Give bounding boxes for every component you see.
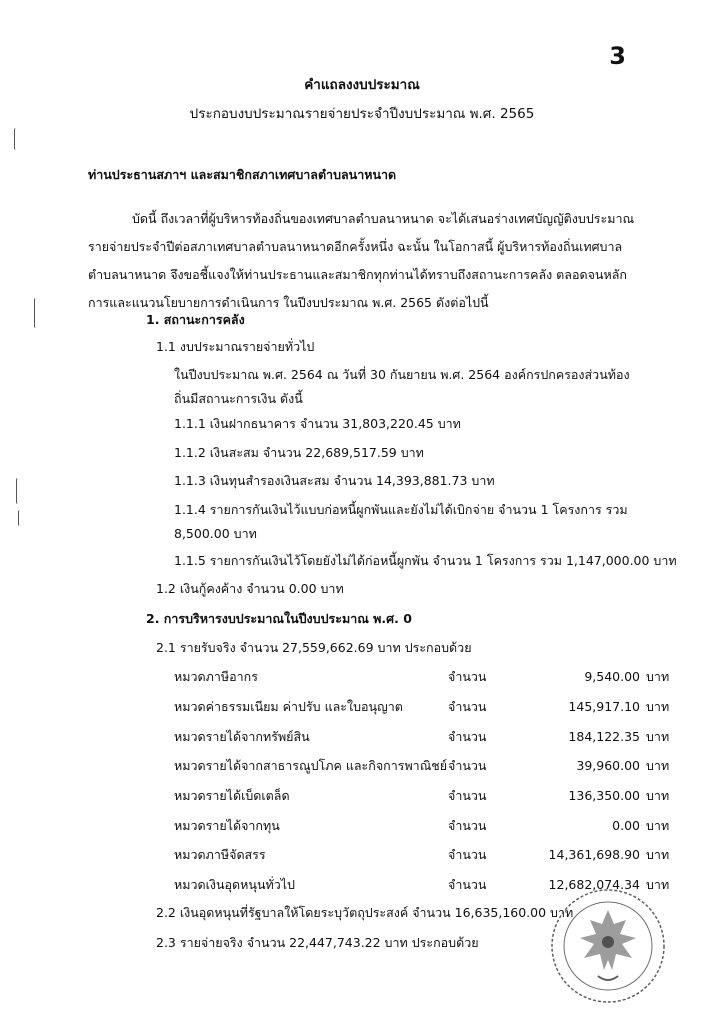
revenue-name: หมวดภาษีอากร [174,669,258,684]
revenue-amount: 145,917.10 [568,699,640,714]
salutation: ท่านประธานสภาฯ และสมาชิกสภาเทศบาลตำบลนาหนาด [88,167,397,182]
amount-label: จำนวน [448,699,487,714]
revenue-amount: 12,682,074.34 [548,877,640,892]
margin-mark [18,510,22,526]
revenue-amount: 0.00 [612,818,640,833]
amount-label: จำนวน [448,877,487,892]
margin-mark [14,128,18,150]
section-1-1-3: 1.1.3 เงินทุนสำรองเงินสะสม จำนวน 14,393,881.73 บาท [174,473,495,488]
amount-label: จำนวน [448,729,487,744]
revenue-name: หมวดค่าธรรมเนียม ค่าปรับ และใบอนุญาต [174,699,403,714]
amount-label: จำนวน [448,847,487,862]
section2-heading: 2. การบริหารงบประมาณในปีงบประมาณ พ.ศ. 0 [146,611,412,626]
intro-paragraph: บัดนี้ ถึงเวลาที่ผู้บริหารท้องถิ่นของเทศบาลตำบลนาหนาด จะได้เสนอร่างเทศบัญญัติงบประมาณรายจ่ายประจำปีต่อสภาเทศบาลตำบลนาหนาดอีกครั้งหนึ่ง ฉะนั้น ในโอกาสนี้ ผู้บริหารท้องถิ่นเทศบาลตำบลนาหนาด จึงขอชี้แจงให้ท่านประธานและสมาชิกทุกท่านได้ทราบถึงสถานะการคลัง ตลอดจนหลักการและแนวนโยบายการดำเนินการ ในปีงบประมาณ พ.ศ. 2565 ดังต่อไปนี้ [88,211,635,310]
revenue-amount: 14,361,698.90 [548,847,640,862]
revenue-amount: 136,350.00 [568,788,640,803]
section-2-3: 2.3 รายจ่ายจริง จำนวน 22,447,743.22 บาท ประกอบด้วย [156,935,479,950]
revenue-name: หมวดภาษีจัดสรร [174,847,266,862]
section-1-1-5: 1.1.5 รายการกันเงินไว้โดยยังไม่ได้ก่อหนี้ผูกพัน จำนวน 1 โครงการ รวม 1,147,000.00 บาท [174,553,677,568]
unit-label: บาท [646,729,670,744]
margin-mark [34,298,38,328]
revenue-amount: 39,960.00 [576,758,640,773]
unit-label: บาท [646,669,670,684]
section-1-1: 1.1 งบประมาณรายจ่ายทั่วไป [156,339,315,354]
unit-label: บาท [646,788,670,803]
section-1-1-4: 1.1.4 รายการกันเงินไว้แบบก่อหนี้ผูกพันและยังไม่ได้เบิกจ่าย จำนวน 1 โครงการ รวม 8,500.00 บาท [174,502,628,541]
unit-label: บาท [646,847,670,862]
revenue-amount: 184,122.35 [568,729,640,744]
section1-heading: 1. สถานะการคลัง [146,312,245,327]
page-number: 3 [609,42,626,70]
revenue-amount: 9,540.00 [584,669,640,684]
section-2-2: 2.2 เงินอุดหนุนที่รัฐบาลให้โดยระบุวัตถุประสงค์ จำนวน 16,635,160.00 บาท [156,905,574,920]
section-2-1: 2.1 รายรับจริง จำนวน 27,559,662.69 บาท ประกอบด้วย [156,640,472,655]
garuda-seal-icon [548,886,668,1006]
unit-label: บาท [646,758,670,773]
section-1-1-desc: ในปีงบประมาณ พ.ศ. 2564 ณ วันที่ 30 กันยายน พ.ศ. 2564 องค์กรปกครองส่วนท้องถิ่นมีสถานะการเงิน ดังนี้ [174,367,630,406]
revenue-name: หมวดรายได้จากสาธารณูปโภค และกิจการพาณิชย์ [174,758,448,773]
margin-mark [16,478,20,504]
amount-label: จำนวน [448,788,487,803]
amount-label: จำนวน [448,758,487,773]
section-1-2: 1.2 เงินกู้คงค้าง จำนวน 0.00 บาท [156,581,344,596]
unit-label: บาท [646,877,670,892]
unit-label: บาท [646,818,670,833]
revenue-name: หมวดรายได้เบ็ดเตล็ด [174,788,290,803]
revenue-name: หมวดรายได้จากทุน [174,818,280,833]
unit-label: บาท [646,699,670,714]
document-title: คำแถลงงบประมาณ [304,77,420,93]
amount-label: จำนวน [448,669,487,684]
amount-label: จำนวน [448,818,487,833]
section-1-1-1: 1.1.1 เงินฝากธนาคาร จำนวน 31,803,220.45 บาท [174,416,461,431]
revenue-name: หมวดรายได้จากทรัพย์สิน [174,729,310,744]
revenue-name: หมวดเงินอุดหนุนทั่วไป [174,877,295,892]
section-1-1-2: 1.1.2 เงินสะสม จำนวน 22,689,517.59 บาท [174,445,424,460]
document-subtitle: ประกอบงบประมาณรายจ่ายประจำปีงบประมาณ พ.ศ. 2565 [189,106,535,122]
